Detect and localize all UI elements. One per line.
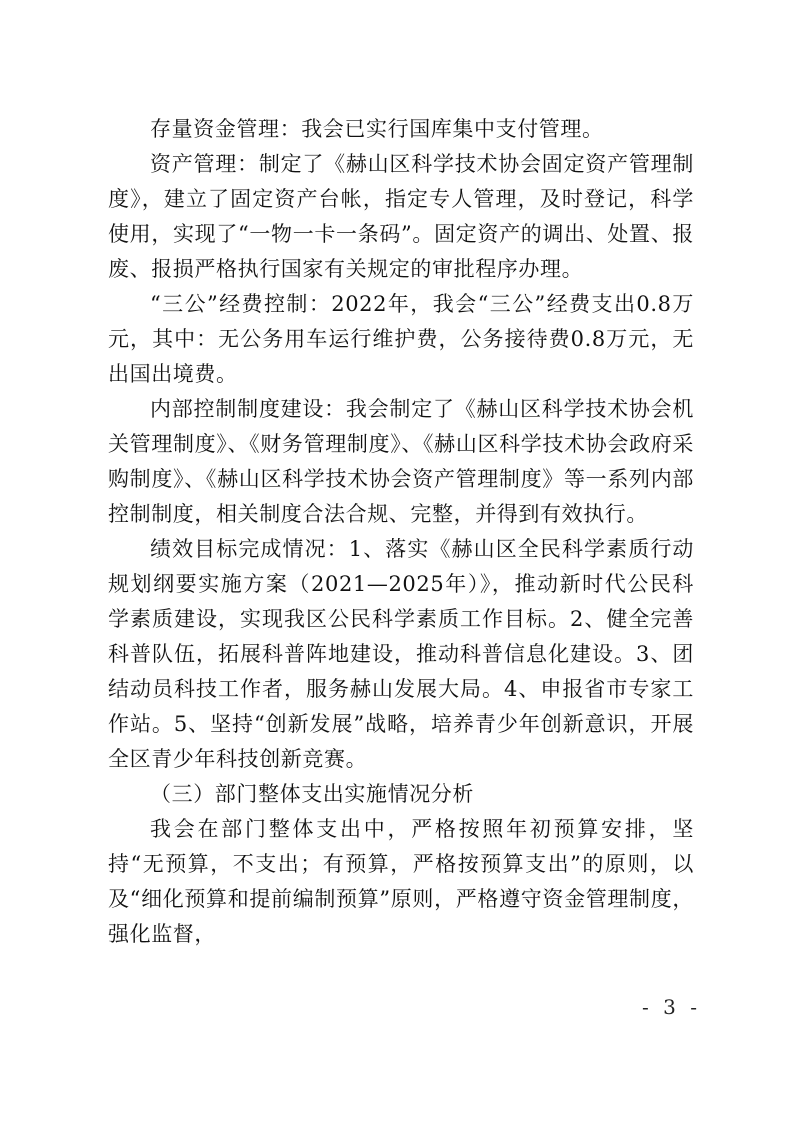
paragraph-three-public-expenses: “三公”经费控制：2022年，我会“三公”经费支出0.8万元，其中：无公务用车运行维护费，公务接待费0.8万元，无出国出境费。 bbox=[108, 292, 694, 386]
paragraph-performance-goals: 绩效目标完成情况：1、落实《赫山区全民科学素质行动规划纲要实施方案（2021—2025年）》，推动新时代公民科学素质建设，实现我区公民科学素质工作目标。2、健全完善科普队伍，拓展科普阵地建设，推动科普信息化建设。3、团结动员科技工作者，服务赫山发展大局。4、申报省市专家工作站。5、坚持“创新发展”战略，培养青少年创新意识，开展全区青少年科技创新竞赛。 bbox=[108, 537, 694, 771]
paragraph-internal-control: 内部控制制度建设：我会制定了《赫山区科学技术协会机关管理制度》、《财务管理制度》、《赫山区科学技术协会政府采购制度》、《赫山区科学技术协会资产管理制度》等一系列内部控制制度，相关制度合法合规、完整，并得到有效执行。 bbox=[108, 397, 694, 526]
page-number: - 3 - bbox=[642, 995, 701, 1019]
paragraph-cash-management: 存量资金管理：我会已实行国库集中支付管理。 bbox=[150, 117, 604, 141]
paragraph-asset-management: 资产管理：制定了《赫山区科学技术协会固定资产管理制度》，建立了固定资产台帐，指定专人管理，及时登记，科学使用，实现了“一物一卡一条码”。固定资产的调出、处置、报废、报损严格执行国家有关规定的审批程序办理。 bbox=[108, 152, 694, 281]
paragraph-expenditure-implementation: 我会在部门整体支出中，严格按照年初预算安排，坚持“无预算，不支出；有预算，严格按预算支出”的原则，以及“细化预算和提前编制预算”原则，严格遵守资金管理制度，强化监督， bbox=[108, 817, 694, 946]
section-heading-expenditure-analysis: （三）部门整体支出实施情况分析 bbox=[150, 782, 474, 806]
document-body bbox=[108, 112, 694, 952]
